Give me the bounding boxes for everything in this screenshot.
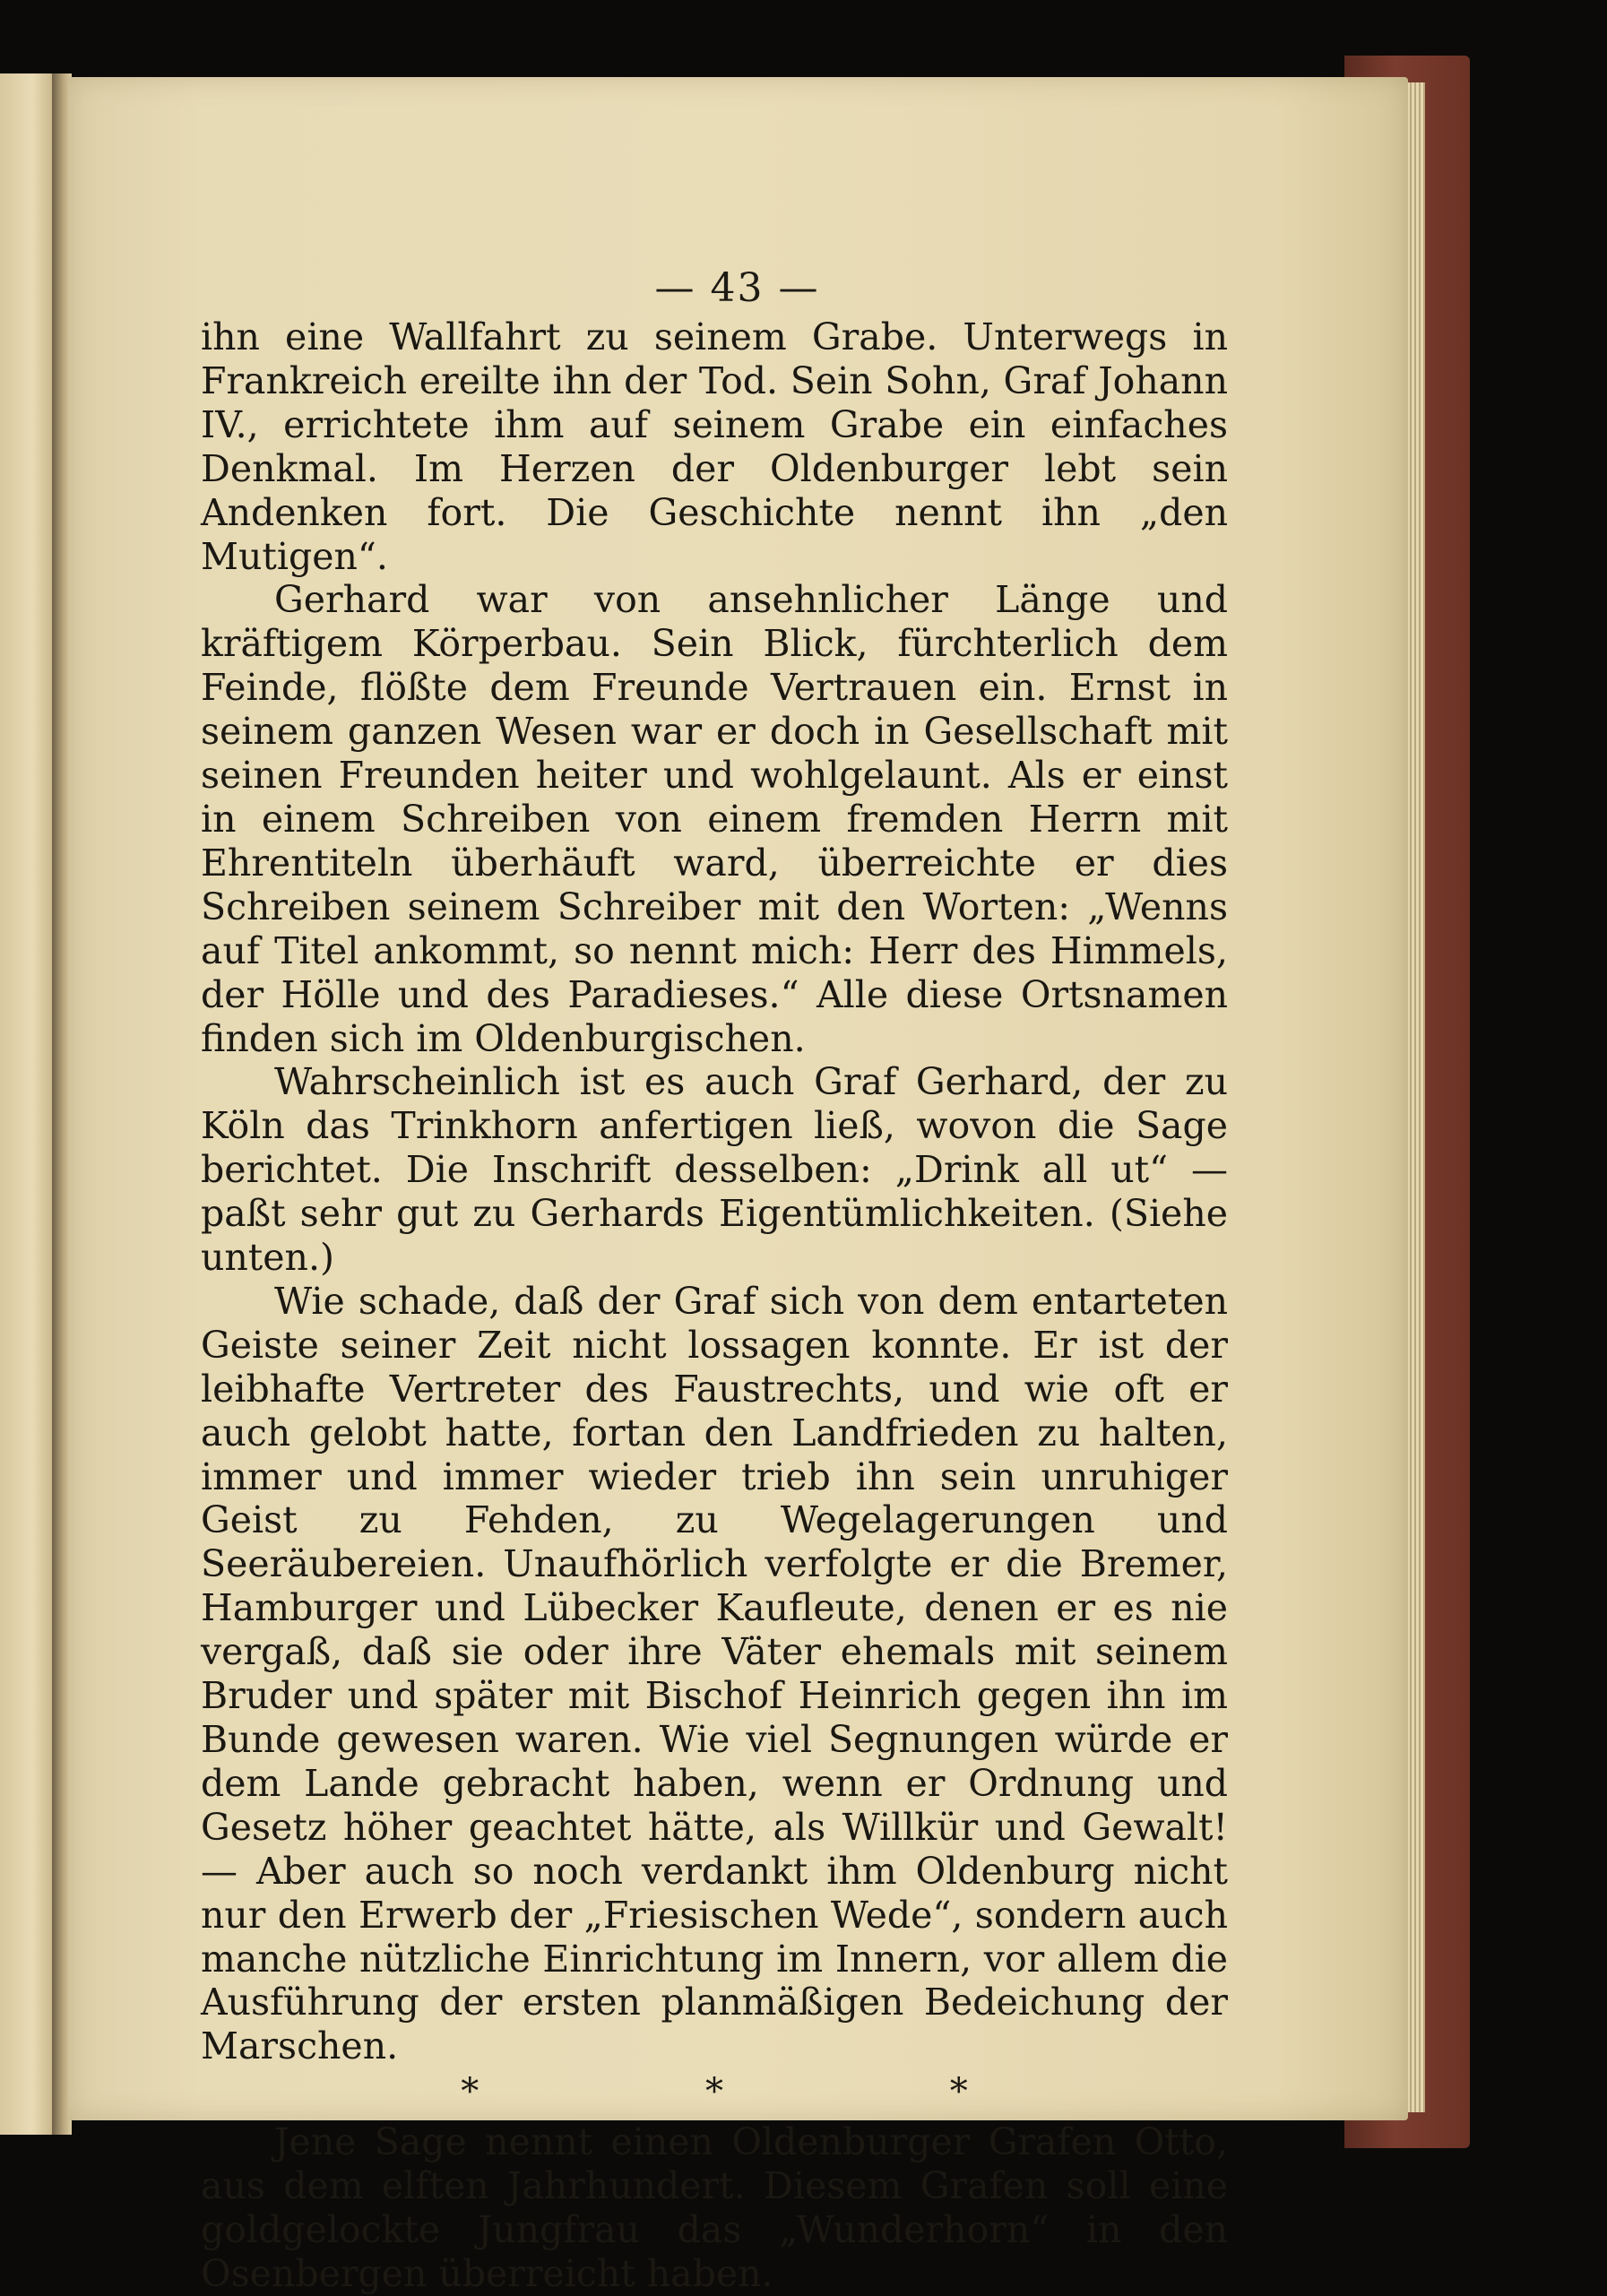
paragraph-2: Gerhard war von ansehnlicher Länge und kräftigem Körperbau. Sein Blick, fürchterlich dem Feinde, flößte dem Freunde Vertrauen ein. Ernst in seinem ganzen Wesen war er doch in Gesellschaft mit seinen Freunden heiter und wohlgelaunt. Als er einst in einem Schreiben von einem fremden Herrn mit Ehrentiteln überhäuft ward, überreichte er dies Schreiben seinem Schreiber mit den Worten: „Wenns auf Titel ankommt, so nennt mich: Herr des Himmels, der Hölle und des Paradieses.“ Alle diese Ortsnamen finden sich im Oldenburgischen. <box>201 578 1228 1060</box>
book-page <box>68 77 1408 2295</box>
section-separator: * * * <box>461 2071 1076 2113</box>
paragraph-1: ihn eine Wallfahrt zu seinem Grabe. Unterwegs in Frankreich ereilte ihn der Tod. Sein Sohn, Graf Johann IV., errichtete ihm auf seinem Grabe ein einfaches Denkmal. Im Herzen der Oldenburger lebt sein Andenken fort. Die Geschichte nennt ihn „den Mutigen“. <box>201 315 1228 578</box>
page-number: — 43 — <box>654 265 820 311</box>
page-text <box>201 315 1228 2296</box>
paragraph-4: Wie schade, daß der Graf sich von dem entarteten Geiste seiner Zeit nicht lossagen konnte. Er ist der leibhafte Vertreter des Faustrechts, und wie oft er auch gelobt hatte, fortan den Landfrieden zu halten, immer und immer wieder trieb ihn sein unruhiger Geist zu Fehden, zu Wegelagerungen und Seeräubereien. Unaufhörlich verfolgte er die Bremer, Hamburger und Lübecker Kaufleute, denen er es nie vergaß, daß sie oder ihre Väter ehemals mit seinem Bruder und später mit Bischof Heinrich gegen ihn im Bunde gewesen waren. Wie viel Segnungen würde er dem Lande gebracht haben, wenn er Ordnung und Gesetz höher geachtet hätte, als Willkür und Gewalt! — Aber auch so noch verdankt ihm Oldenburg nicht nur den Erwerb der „Friesischen Wede“, sondern auch manche nützliche Einrichtung im Innern, vor allem die Ausführung der ersten planmäßigen Bedeichung der Marschen. <box>201 1279 1228 2068</box>
paragraph-3: Wahrscheinlich ist es auch Graf Gerhard, der zu Köln das Trinkhorn anfertigen ließ, wovon die Sage berichtet. Die Inschrift desselben: „Drink all ut“ — paßt sehr gut zu Gerhards Eigentümlichkeiten. (Siehe unten.) <box>201 1060 1228 1280</box>
paragraph-5: Jene Sage nennt einen Oldenburger Grafen Otto, aus dem elften Jahrhundert. Diesem Grafen soll eine goldgelockte Jungfrau das „Wunderhorn“ in den Osenbergen überreicht haben. <box>201 2120 1228 2295</box>
previous-page-edge <box>0 73 54 2135</box>
